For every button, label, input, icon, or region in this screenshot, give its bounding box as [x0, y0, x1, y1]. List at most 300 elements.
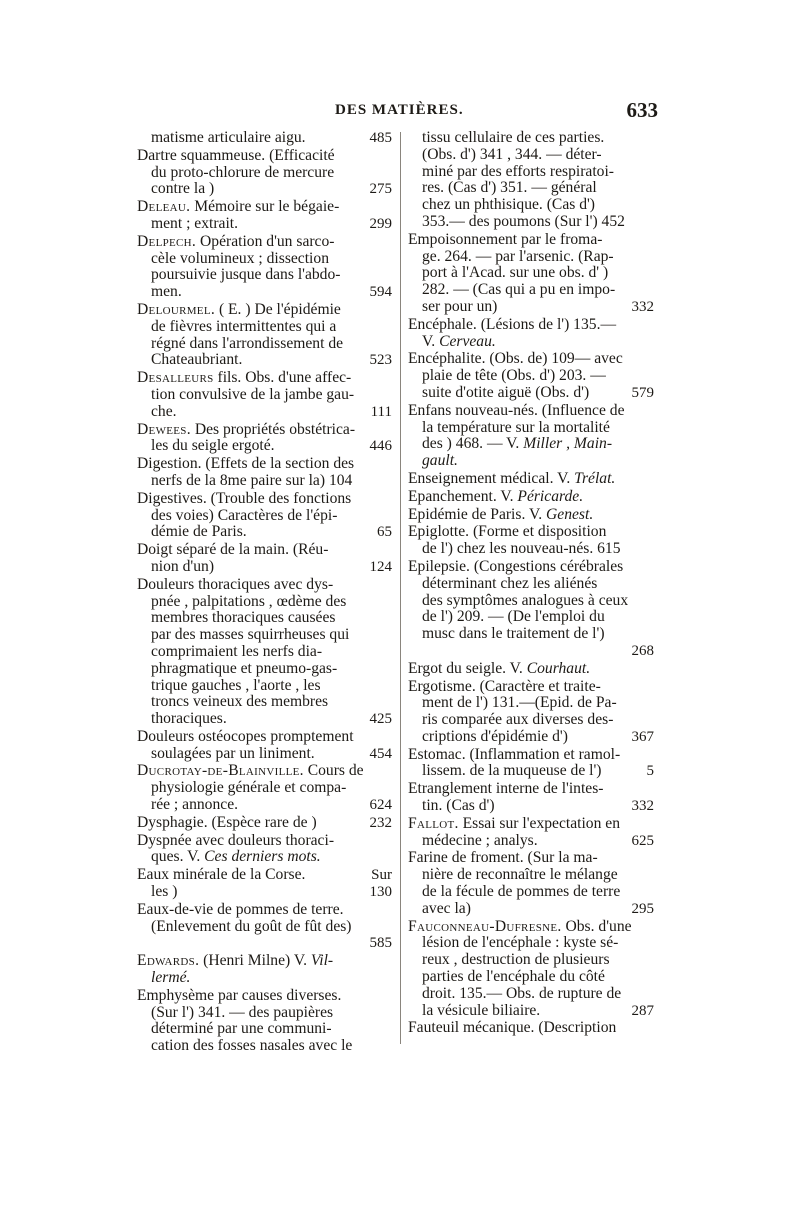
entry-text: ( E. ) De l'épidémie [215, 300, 341, 318]
author-name: Ducrotay-de-Blainville. [137, 762, 304, 780]
author-name: Delourmel. [137, 300, 216, 318]
page-reference: 275 [369, 181, 392, 198]
page-reference: 130 [369, 884, 392, 901]
index-line [137, 935, 392, 952]
index-line-text [422, 452, 458, 469]
index-line [408, 695, 654, 712]
index-line [137, 422, 392, 439]
entry-text: Ergot du seigle. V. [408, 659, 527, 677]
index-line-text [151, 438, 275, 455]
index-line-text [151, 660, 337, 677]
index-line-text [151, 181, 214, 198]
index-line-text [151, 693, 328, 710]
index-line-text [422, 901, 471, 918]
entry-text: par des masses squirrheuses qui [151, 626, 350, 644]
cross-reference: lermé. [151, 969, 191, 987]
entry-text: des voies) Caractères de l'épi- [151, 506, 338, 524]
index-line [408, 643, 654, 660]
index-line [408, 919, 654, 936]
entry-text: médecine ; analys. [422, 831, 538, 849]
index-line [137, 336, 392, 353]
index-line [137, 746, 392, 763]
index-line-text [137, 455, 354, 472]
index-entry [137, 833, 392, 867]
entry-text: ment ; extrait. [151, 214, 239, 232]
running-title: DES MATIÈRES. [335, 102, 464, 118]
index-line-text [422, 711, 613, 728]
index-line-text [408, 746, 620, 763]
index-line-text [151, 746, 315, 763]
index-line-text [422, 163, 614, 180]
index-line [137, 577, 392, 594]
index-line-text [422, 196, 595, 213]
index-line [137, 1005, 392, 1022]
index-entry [137, 199, 392, 233]
index-line-text [422, 694, 617, 711]
entry-text: les du seigle ergoté. [151, 437, 275, 455]
index-line [408, 197, 654, 214]
entry-text: Estomac. (Inflammation et ramol- [408, 745, 621, 763]
index-line-text [422, 129, 604, 146]
entry-text: cèle volumineux ; dissection [151, 249, 329, 267]
index-entry [408, 781, 654, 815]
index-line [408, 661, 654, 678]
entry-text: de la fécule de pommes de terre [422, 883, 621, 901]
index-line [408, 453, 654, 470]
index-line [137, 884, 392, 901]
entry-text: tissu cellulaire de ces parties. [422, 129, 605, 146]
index-line [408, 679, 654, 696]
entry-text: Epiglotte. (Forme et disposition [408, 523, 607, 541]
index-line-text [151, 779, 346, 796]
cross-reference: Genest. [546, 505, 594, 523]
index-entry [408, 524, 654, 558]
author-name: Deleau. [137, 198, 191, 216]
index-column-right [408, 130, 654, 1038]
index-line-text [151, 643, 322, 660]
index-line-text [422, 866, 618, 883]
index-entry [408, 661, 654, 678]
index-entry [137, 491, 392, 541]
index-line [408, 781, 654, 798]
entry-text: la température sur la mortalité [422, 418, 610, 436]
index-line [408, 232, 654, 249]
entry-text: cation des fosses nasales avec le [151, 1037, 353, 1055]
author-name: Delpech. [137, 232, 197, 250]
author-name: Edwards. [137, 952, 200, 970]
index-line-text [408, 558, 623, 575]
index-line-text [408, 506, 593, 523]
index-entry [137, 988, 392, 1055]
index-line [408, 180, 654, 197]
index-line [137, 251, 392, 268]
index-line-text [151, 677, 321, 694]
index-entry [137, 815, 392, 832]
index-line-text [151, 1037, 352, 1054]
index-line-text [408, 488, 583, 505]
index-line [408, 403, 654, 420]
index-line-text [422, 385, 589, 402]
page-reference: 5 [646, 763, 654, 780]
index-line [137, 780, 392, 797]
entry-text: pnée , palpitations , œdème des [151, 592, 347, 610]
index-line-text [151, 284, 182, 301]
entry-text: ris comparée aux diverses des- [422, 711, 614, 729]
index-line [408, 559, 654, 576]
entry-text: Etranglement interne de l'intes- [408, 780, 604, 798]
index-line [137, 694, 392, 711]
entry-text: (Sur l') 341. — des paupières [151, 1003, 334, 1021]
index-line-text [422, 951, 610, 968]
index-line-text [137, 832, 334, 849]
page-reference: 485 [369, 130, 392, 146]
entry-text: Encéphale. (Lésions de l') 135.— [408, 315, 617, 333]
entry-text: phragmatique et pneumo-gas- [151, 659, 338, 677]
index-line-text [422, 608, 605, 625]
page-reference: 425 [369, 711, 392, 728]
entry-text: fils. Obs. d'une affec- [213, 369, 352, 387]
entry-text: Essai sur l'expectation en [458, 814, 621, 832]
index-line [408, 385, 654, 402]
index-line [137, 678, 392, 695]
index-line [408, 317, 654, 334]
index-line [137, 849, 392, 866]
cross-reference: gault. [422, 452, 458, 470]
entry-text: troncs veineux des membres [151, 693, 329, 711]
index-line [137, 387, 392, 404]
entry-text: Dysphagie. (Espèce rare de ) [137, 813, 317, 831]
index-line [408, 265, 654, 282]
index-line-text [422, 833, 538, 850]
entry-text: Mémoire sur le bégaie- [190, 198, 340, 216]
index-entry [137, 542, 392, 576]
index-line [137, 404, 392, 421]
index-line [408, 626, 654, 643]
index-line [408, 130, 654, 147]
index-entry [408, 351, 654, 401]
index-line-text [151, 593, 346, 610]
entry-text: thoraciques. [151, 710, 227, 728]
index-line-text [408, 849, 598, 866]
cross-reference: Vil- [310, 952, 334, 970]
index-line-text [151, 884, 177, 901]
index-line-text [151, 848, 321, 865]
index-line-text [137, 987, 341, 1004]
entry-text: Eaux-de-vie de pommes de terre. [137, 900, 344, 918]
index-line [137, 610, 392, 627]
index-line [137, 833, 392, 850]
index-line-text [422, 435, 612, 452]
page-reference: 287 [631, 1002, 654, 1019]
cross-reference: Courhaut. [526, 659, 591, 677]
entry-text: res. (Cas d') 351. — général [422, 179, 597, 197]
index-line-text [151, 1004, 333, 1021]
index-line-text [151, 216, 238, 233]
index-entry [408, 850, 654, 917]
entry-text: avec la) [422, 899, 471, 917]
page-reference: 232 [369, 814, 392, 831]
index-line-text [422, 146, 602, 163]
entry-text: miné par des efforts respiratoi- [422, 162, 614, 180]
author-name: Fauconneau-Dufresne. [408, 917, 562, 935]
index-line-text [422, 798, 495, 815]
index-line-text [422, 729, 568, 746]
index-line [137, 919, 392, 936]
index-line [408, 524, 654, 541]
author-name: Desalleurs [137, 369, 214, 387]
index-line [408, 1003, 654, 1020]
index-line [408, 969, 654, 986]
index-entry [408, 489, 654, 506]
index-line [137, 711, 392, 728]
index-line [408, 952, 654, 969]
entry-text: ge. 264. — par l'arsenic. (Rap- [422, 247, 614, 265]
index-line-text [151, 164, 334, 181]
index-line [408, 368, 654, 385]
index-line-text [151, 559, 214, 576]
index-line-text [151, 797, 238, 814]
index-line [408, 712, 654, 729]
index-entry [137, 577, 392, 728]
page-reference: Sur [371, 867, 392, 884]
entry-text: suite d'otite aiguë (Obs. d') [422, 383, 590, 401]
index-line [137, 988, 392, 1005]
index-line [408, 164, 654, 181]
entry-text: lissem. de la muqueuse de l') [422, 762, 602, 780]
index-line [137, 456, 392, 473]
index-line [137, 148, 392, 165]
index-line [408, 436, 654, 453]
index-entry [408, 317, 654, 351]
entry-text: physiologie générale et compa- [151, 779, 347, 797]
index-line [408, 884, 654, 901]
entry-text: la vésicule biliaire. [422, 1001, 541, 1019]
entry-text: tion convulsive de la jambe gau- [151, 385, 355, 403]
index-line [408, 420, 654, 437]
index-line-text [137, 762, 364, 779]
entry-text: Cours de [303, 762, 364, 780]
entry-text: Ergotisme. (Caractère et traite- [408, 677, 601, 695]
index-line-text [422, 985, 621, 1002]
index-entry [137, 763, 392, 813]
index-line-text [422, 299, 497, 316]
index-line-text [137, 952, 333, 969]
entry-text: déterminé par une communi- [151, 1020, 332, 1038]
index-line [137, 542, 392, 559]
entry-text: Enseignement médical. V. [408, 469, 575, 487]
index-line [137, 902, 392, 919]
index-line-text [408, 316, 616, 333]
index-line-text [408, 815, 620, 832]
index-line-text [408, 470, 615, 487]
index-line-text [137, 421, 355, 438]
index-line [137, 319, 392, 336]
index-line-text [151, 386, 354, 403]
index-entry [137, 902, 392, 952]
index-line [137, 953, 392, 970]
entry-text: Obs. d'une [561, 917, 632, 935]
index-line-text [151, 969, 190, 986]
entry-text: Eaux minérale de la Corse. [137, 866, 306, 884]
page-reference: 299 [369, 215, 392, 232]
entry-text: de l') 209. — (De l'emploi du [422, 608, 605, 626]
index-line [137, 234, 392, 251]
cross-reference: Péricarde. [517, 487, 584, 505]
page-reference: 579 [631, 384, 654, 401]
index-line [408, 609, 654, 626]
column-divider [400, 132, 401, 1044]
index-line-text [151, 404, 177, 421]
entry-text: démie de Paris. [151, 523, 247, 541]
index-line [408, 489, 654, 506]
index-line [408, 471, 654, 488]
index-line-text [422, 333, 496, 350]
index-line [408, 986, 654, 1003]
index-line-text [137, 867, 305, 884]
index-line-text [137, 576, 333, 593]
entry-text: Epilepsie. (Congestions cérébrales [408, 557, 624, 575]
page-header [140, 98, 660, 128]
page-reference: 65 [377, 524, 392, 541]
index-line-text [151, 626, 349, 643]
index-line [137, 438, 392, 455]
index-line-text [422, 281, 615, 298]
page-reference: 332 [631, 298, 654, 315]
entry-text: Empoisonnement par le froma- [408, 230, 603, 248]
entry-text: Farine de froment. (Sur la ma- [408, 849, 598, 867]
index-entry [137, 302, 392, 369]
index-line-text [137, 490, 351, 507]
page-reference: 111 [370, 403, 392, 420]
index-line [137, 661, 392, 678]
index-entry [408, 403, 654, 470]
entry-text: Chateaubriant. [151, 351, 243, 369]
author-name: Fallot. [408, 814, 459, 832]
entry-text: (Henri Milne) V. [199, 952, 311, 970]
index-line [137, 267, 392, 284]
page-reference: 625 [631, 832, 654, 849]
index-line-text [137, 198, 339, 215]
entry-text: (Obs. d') 341 , 344. — déter- [422, 145, 602, 163]
index-line [408, 833, 654, 850]
index-line-text [151, 609, 335, 626]
entry-text: V. [422, 332, 440, 350]
entry-text: 282. — (Cas qui a pu en impo- [422, 281, 616, 299]
entry-text: nerfs de la 8me paire sur la) 104 [151, 471, 353, 489]
index-line [137, 216, 392, 233]
index-line [137, 284, 392, 301]
page-reference: 523 [369, 352, 392, 369]
page-reference: 454 [369, 745, 392, 762]
index-line [137, 165, 392, 182]
entry-text: du proto-chlorure de mercure [151, 163, 335, 181]
index-line [408, 299, 654, 316]
entry-text: criptions d'épidémie d') [422, 727, 568, 745]
index-line-text [422, 625, 605, 642]
index-line [137, 559, 392, 576]
index-line-text [151, 352, 242, 369]
index-line-text [137, 369, 351, 386]
entry-text: Dartre squammeuse. (Efficacité [137, 146, 335, 164]
index-line-text [422, 419, 610, 436]
index-entry [137, 148, 392, 198]
page-reference: 332 [631, 798, 654, 815]
entry-text: men. [151, 283, 182, 301]
index-entry [408, 816, 654, 850]
index-line-text [151, 507, 337, 524]
index-line-text [408, 780, 604, 797]
index-column-left [137, 130, 392, 1056]
index-line-text [408, 678, 601, 695]
cross-reference: Cerveau. [439, 332, 496, 350]
index-line [137, 1038, 392, 1055]
cross-reference: Trélat. [574, 469, 616, 487]
index-entry [137, 729, 392, 763]
index-line [137, 352, 392, 369]
page-reference: 624 [369, 797, 392, 814]
entry-text: matisme articulaire aigu. [151, 129, 306, 146]
entry-text: tin. (Cas d') [422, 797, 495, 815]
entry-text: droit. 135.— Obs. de rupture de [422, 984, 622, 1002]
index-line-text [422, 592, 628, 609]
index-line [137, 302, 392, 319]
entry-text: membres thoraciques causées [151, 609, 336, 627]
index-line [408, 1020, 654, 1037]
index-line [408, 729, 654, 746]
index-line [408, 798, 654, 815]
entry-text: port à l'Acad. sur une obs. d' ) [422, 264, 609, 282]
entry-text: Emphysème par causes diverses. [137, 986, 342, 1004]
index-entry [408, 232, 654, 316]
cross-reference: Ces derniers mots. [204, 848, 321, 866]
entry-text: Douleurs thoraciques avec dys- [137, 575, 334, 593]
entry-text: parties de l'encéphale du côté [422, 968, 605, 986]
index-line-text [408, 523, 606, 540]
entry-text: ques. V. [151, 848, 205, 866]
page-reference: 124 [369, 558, 392, 575]
index-entry [408, 919, 654, 1020]
index-line-text [422, 968, 605, 985]
index-line-text [151, 524, 247, 541]
entry-text: déterminant chez les aliénés [422, 574, 598, 592]
index-line-text [422, 934, 618, 951]
index-line-text [408, 1019, 616, 1036]
index-line [408, 816, 654, 833]
index-line-text [137, 301, 341, 318]
index-entry [137, 456, 392, 490]
index-entry [137, 130, 392, 147]
index-line-text [408, 402, 625, 419]
entry-text: de fièvres intermittentes qui a [151, 317, 337, 335]
author-name: Dewees. [137, 420, 191, 438]
index-line-text [137, 815, 317, 832]
index-line [137, 797, 392, 814]
entry-text: Epidémie de Paris. V. [408, 505, 547, 523]
index-entry [408, 679, 654, 746]
index-line [137, 130, 392, 147]
index-line [408, 850, 654, 867]
index-entry [137, 867, 392, 901]
index-entry [408, 471, 654, 488]
index-entry [408, 747, 654, 781]
entry-text: Digestion. (Effets de la section des [137, 455, 355, 473]
entry-text: Encéphalite. (Obs. de) 109— avec [408, 350, 623, 368]
index-line [137, 867, 392, 884]
index-line [408, 763, 654, 780]
index-line [408, 282, 654, 299]
page-number: 633 [626, 98, 658, 122]
index-line-text [422, 1003, 540, 1020]
